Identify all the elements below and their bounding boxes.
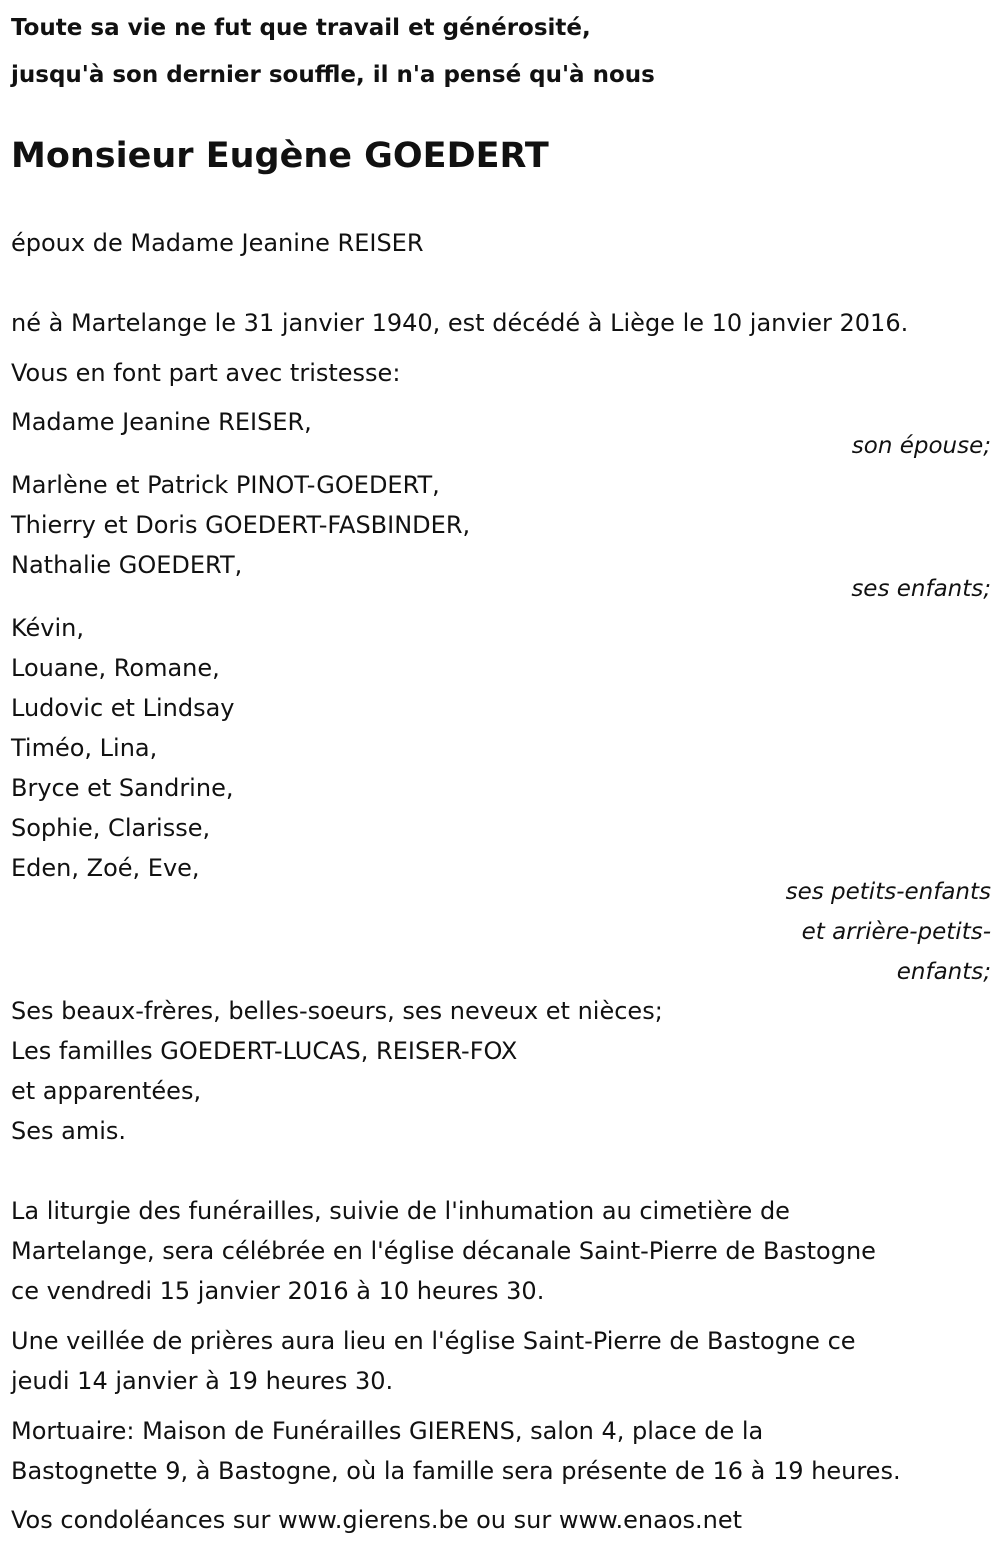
grandchild-name: Louane, Romane, — [11, 654, 220, 682]
grandchild-name: Timéo, Lina, — [11, 734, 158, 762]
motto-line-1: Toute sa vie ne fut que travail et générosité, — [11, 15, 591, 41]
grandchildren-relation: ses petits-enfants — [785, 879, 991, 905]
children-relation: ses enfants; — [851, 576, 991, 602]
grandchild-name: Sophie, Clarisse, — [11, 814, 211, 842]
other-family-line: Ses beaux-frères, belles-soeurs, ses neveux et nièces; — [11, 997, 663, 1025]
spouse-name: Madame Jeanine REISER, — [11, 408, 312, 436]
liturgy-line: ce vendredi 15 janvier 2016 à 10 heures 30. — [11, 1277, 545, 1305]
spouse-relation: son épouse; — [851, 433, 991, 459]
birth-death-line: né à Martelange le 31 janvier 1940, est décédé à Liège le 10 janvier 2016. — [11, 309, 909, 337]
grandchild-name: Bryce et Sandrine, — [11, 774, 234, 802]
vigil-line: Une veillée de prières aura lieu en l'église Saint-Pierre de Bastogne ce — [11, 1327, 856, 1355]
deceased-name: Monsieur Eugène GOEDERT — [11, 136, 549, 176]
child-name: Nathalie GOEDERT, — [11, 551, 243, 579]
grandchildren-relation: et arrière-petits- — [801, 919, 991, 945]
child-name: Marlène et Patrick PINOT-GOEDERT, — [11, 471, 440, 499]
grandchild-name: Kévin, — [11, 614, 85, 642]
grandchildren-relation: enfants; — [896, 959, 991, 985]
condolences-line: Vos condoléances sur www.gierens.be ou sur www.enaos.net — [11, 1506, 743, 1534]
announcement-intro: Vous en font part avec tristesse: — [11, 359, 401, 387]
other-family-line: Les familles GOEDERT-LUCAS, REISER-FOX — [11, 1037, 518, 1065]
mortuary-line: Mortuaire: Maison de Funérailles GIERENS, salon 4, place de la — [11, 1417, 764, 1445]
mortuary-line: Bastognette 9, à Bastogne, où la famille sera présente de 16 à 19 heures. — [11, 1457, 901, 1485]
vigil-line: jeudi 14 janvier à 19 heures 30. — [11, 1367, 394, 1395]
grandchild-name: Eden, Zoé, Eve, — [11, 854, 200, 882]
grandchild-name: Ludovic et Lindsay — [11, 694, 235, 722]
liturgy-line: La liturgie des funérailles, suivie de l'inhumation au cimetière de — [11, 1197, 790, 1225]
liturgy-line: Martelange, sera célébrée en l'église décanale Saint-Pierre de Bastogne — [11, 1237, 876, 1265]
other-family-line: Ses amis. — [11, 1117, 127, 1145]
spouse-line: époux de Madame Jeanine REISER — [11, 229, 424, 257]
child-name: Thierry et Doris GOEDERT-FASBINDER, — [11, 511, 471, 539]
other-family-line: et apparentées, — [11, 1077, 202, 1105]
motto-line-2: jusqu'à son dernier souffle, il n'a pensé qu'à nous — [11, 62, 655, 88]
